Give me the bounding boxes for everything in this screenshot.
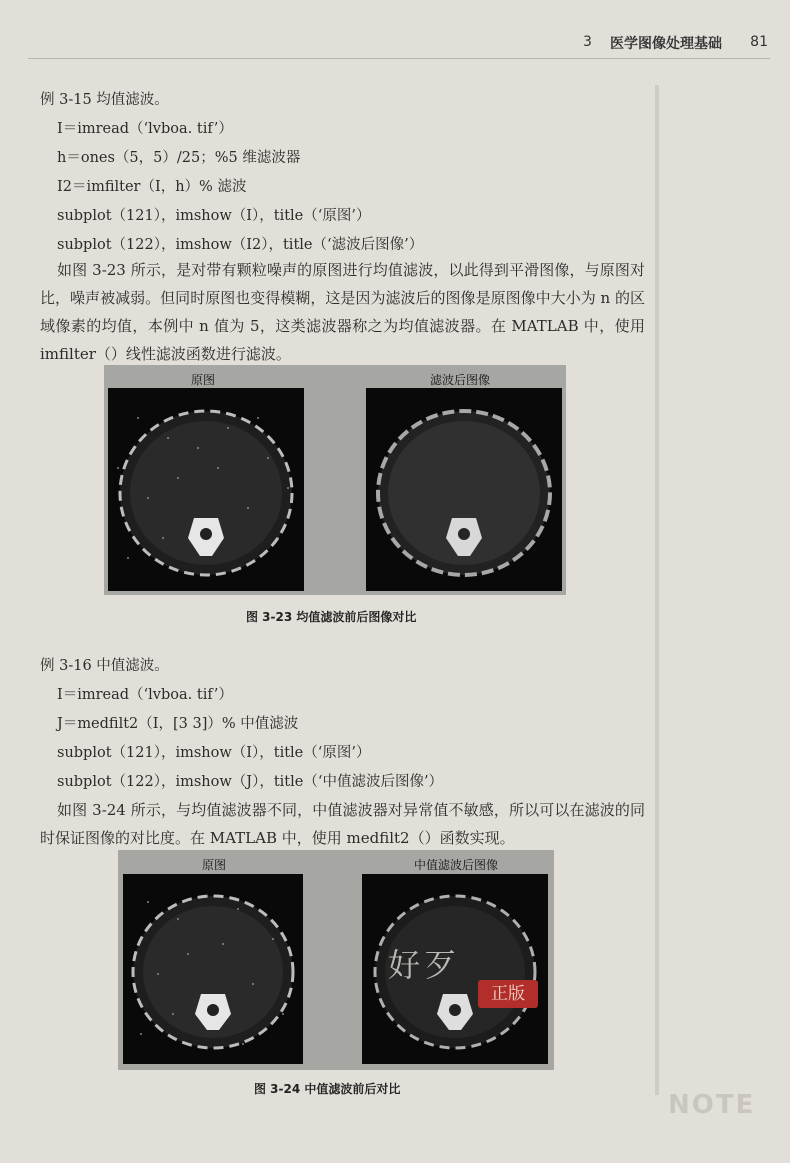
original-ct-image: [108, 388, 304, 591]
original-ct-image: [123, 874, 303, 1064]
code-line: subplot（122），imshow（J），title（‘中值滤波后图像’）: [57, 774, 444, 790]
panel-title: 中值滤波后图像: [414, 858, 499, 872]
code-line: h＝ones（5，5）/25；%5 维滤波器: [57, 150, 301, 166]
panel-title: 原图: [191, 373, 216, 387]
example-heading: 例 3-16 中值滤波。: [40, 658, 169, 674]
body-paragraph: 如图 3-23 所示，是对带有颗粒噪声的原图进行均值滤波，以此得到平滑图像，与原图对比，噪声被减弱。但同时原图也变得模糊，这是因为滤波后的图像是原图像中大小为 n 的区域像素的均值，本例中 n 值为 5，这类滤波器称之为均值滤波器。在 MATLAB 中，使用 imfilter（）线性滤波函数进行滤波。: [40, 261, 645, 363]
body-paragraph: 如图 3-24 所示，与均值滤波器不同，中值滤波器对异常值不敏感，所以可以在滤波的同时保证图像的对比度。在 MATLAB 中，使用 medfilt2（）函数实现。: [40, 801, 645, 847]
running-header: [565, 30, 770, 54]
figure-3-23: [104, 365, 566, 595]
code-line: I＝imread（‘lvboa. tif’）: [57, 121, 233, 137]
code-line: subplot（121），imshow（I），title（‘原图’）: [57, 208, 371, 224]
note-label: NOTE: [668, 1090, 756, 1120]
code-line: J＝medfilt2（I，[3 3]）% 中值滤波: [57, 716, 299, 732]
watermark: [378, 940, 556, 1018]
example-heading: 例 3-15 均值滤波。: [40, 92, 169, 108]
code-line: subplot（122），imshow（I2），title（‘滤波后图像’）: [57, 237, 424, 253]
filtered-ct-image: [366, 388, 562, 591]
code-line: I＝imread（‘lvboa. tif’）: [57, 687, 233, 703]
figure-caption: 图 3-23 均值滤波前后图像对比: [246, 610, 417, 624]
page-number: 81: [750, 34, 768, 50]
code-line: I2＝imfilter（I，h）% 滤波: [57, 179, 247, 195]
panel-title: 滤波后图像: [430, 373, 491, 387]
code-line: subplot（121），imshow（I），title（‘原图’）: [57, 745, 371, 761]
panel-title: 原图: [202, 858, 227, 872]
watermark-text: 好歹: [388, 946, 461, 984]
header-rule: [28, 58, 770, 59]
chapter-title: 医学图像处理基础: [610, 36, 722, 52]
margin-bar: [655, 85, 659, 1095]
chapter-number: 3: [583, 34, 592, 50]
watermark-seal: 正版: [478, 980, 538, 1008]
figure-caption: 图 3-24 中值滤波前后对比: [254, 1082, 401, 1096]
